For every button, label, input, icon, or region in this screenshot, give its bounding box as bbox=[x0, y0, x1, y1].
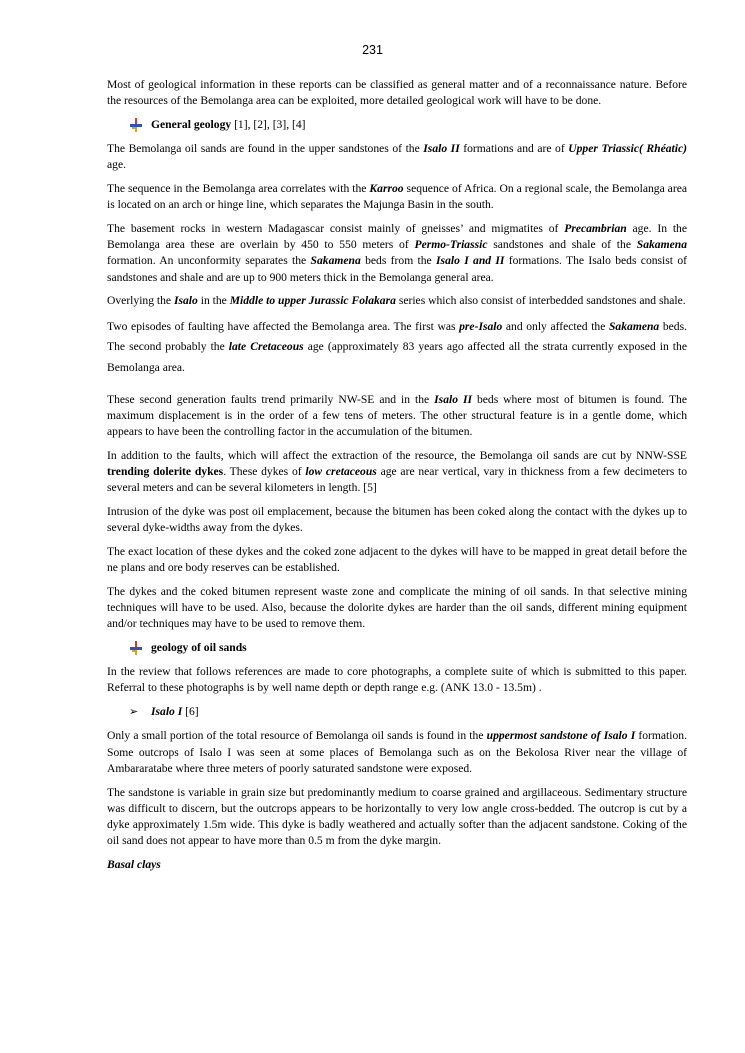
paragraph-basement-rocks bbox=[107, 221, 687, 286]
text: sequence of Africa. On a regional scale, the Bemolanga area is located on an arch or hinge line, which separates the Majunga Basin in the south. bbox=[107, 182, 687, 212]
term-late-cretaceous: late Cretaceous bbox=[228, 340, 304, 354]
term-isalo: Isalo bbox=[173, 294, 198, 308]
paragraph-overlying bbox=[107, 293, 687, 309]
term-precambrian: Precambrian bbox=[564, 221, 627, 235]
paragraph-bemolanga-oil-sands bbox=[107, 141, 687, 173]
heading-refs: [1], [2], [3], [4] bbox=[231, 117, 306, 131]
text: age. In the Bemolanga area these are overlain by 450 to 550 meters of bbox=[107, 221, 687, 252]
text: In addition to the faults, which will affect the extraction of the resource, the Bemolanga oil sands are cut by NNW-SSE bbox=[107, 449, 687, 463]
heading-title: Isalo I bbox=[151, 705, 183, 719]
heading-general-geology bbox=[107, 117, 687, 133]
paragraph-dolerite-dykes bbox=[107, 448, 687, 497]
heading-title: geology of oil sands bbox=[151, 641, 247, 655]
text: age. bbox=[107, 158, 126, 172]
term-isalo-ii: Isalo II bbox=[423, 142, 460, 156]
term-permo-triassic: Permo-Triassic bbox=[414, 238, 488, 252]
paragraph-exact-location: The exact location of these dykes and the coked zone adjacent to the dykes will have to be mapped in great detail before the ne plans and ore body reserves can be established. bbox=[107, 545, 687, 575]
text: and only affected the bbox=[502, 319, 609, 333]
heading-geology-oil-sands bbox=[107, 640, 687, 656]
text: series which also consist of interbedded sandstones and shale. bbox=[395, 294, 686, 308]
paragraph-review-references: In the review that follows references are made to core photographs, a complete suite of which is submitted to this paper. Referral to these photographs is by well name depth or depth range e.g. (ANK 13.0 - 13.5m) . bbox=[107, 665, 687, 695]
text: beds where most of bitumen is found. The maximum displacement is in the order of a few tens of meters. The other structural feature is in a gentle dome, which appears to have been the controlling factor in the accumulation of the bitumen. bbox=[107, 392, 687, 439]
text: sandstones and shale of the bbox=[487, 238, 637, 252]
paragraph-waste-zone: The dykes and the coked bitumen represent waste zone and complicate the mining of oil sands. In that selective mining techniques will have to be used. Also, because the dolorite dykes are harder than the oil sands, different mining equipment and/or techniques may have to be used to remove them. bbox=[107, 584, 687, 631]
text: formation. An unconformity separates the bbox=[107, 254, 311, 268]
text: age are near vertical, vary in thickness from a few decimeters to several meters and can be several kilometers in length. [5] bbox=[107, 465, 688, 495]
bullet-pin-svg bbox=[129, 118, 143, 132]
text: formations. The Isalo beds consist of sandstones and shale and are up to 900 meters thick in the Bemolanga general area. bbox=[107, 254, 687, 284]
text: These second generation faults trend primarily NW-SE and in the bbox=[107, 392, 435, 406]
text: beds. The second probably the bbox=[107, 319, 687, 354]
term-low-cretaceous: low cretaceous bbox=[305, 465, 377, 479]
heading-isalo-i bbox=[107, 704, 687, 720]
page-number: 231 bbox=[362, 43, 383, 57]
paragraph-intro: Most of geological information in these reports can be classified as general matter and of a reconnaissance nature. Before the resources of the Bemolanga area can be exploited, more detailed geological work will have to be done. bbox=[107, 78, 687, 108]
paragraph-sandstone: The sandstone is variable in grain size but predominantly medium to coarse grained and argillaceous. Sedimentary structure was difficult to discern, but the outcrops appears to be horizontally to very low angle cross-bedded. The outcrop is cut by a dyke approximately 1.5m wide. This dyke is badly weathered and actually softer than the adjacent sandstone. Coking of the oil sand does not appear to have more than 0.5 m from the dyke margin. bbox=[107, 785, 687, 848]
bullet-pin-icon bbox=[129, 641, 151, 655]
text: Only a small portion of the total resource of Bemolanga oil sands is found in the bbox=[107, 729, 487, 743]
term-isalo-i-ii: Isalo I and II bbox=[436, 254, 505, 268]
paragraph-faulting bbox=[107, 317, 687, 379]
text: formation. Some outcrops of Isalo I was seen at some places of Bemolanga such as on the Bekolosa River near the village of Ambararatabe where three meters of poorly saturated sandstone were exposed. bbox=[107, 729, 687, 775]
term-sakamena: Sakamena bbox=[636, 238, 687, 252]
heading-refs: [6] bbox=[182, 705, 199, 719]
text: in the bbox=[197, 294, 230, 308]
arrow-bullet-icon: ➢ bbox=[129, 705, 139, 719]
text: Overlying the bbox=[107, 294, 174, 308]
term-sakamena: Sakamena bbox=[608, 319, 660, 333]
text: . These dykes of bbox=[223, 465, 306, 479]
term-isalo-ii: Isalo II bbox=[434, 392, 472, 406]
text: The Bemolanga oil sands are found in the upper sandstones of the bbox=[107, 142, 424, 156]
term-folakara: Middle to upper Jurassic Folakara bbox=[229, 294, 396, 308]
term-pre-isalo: pre-Isalo bbox=[459, 319, 503, 333]
text: age (approximately 83 years ago affected all the strata currently exposed in the Bemolanga area. bbox=[107, 340, 687, 374]
paragraph-intrusion: Intrusion of the dyke was post oil emplacement, because the bitumen has been coked along the contact with the dykes up to several dyke-widths away from the dykes. bbox=[107, 505, 687, 535]
text: beds from the bbox=[360, 254, 437, 268]
text: Two episodes of faulting have affected the Bemolanga area. The first was bbox=[107, 319, 460, 333]
document-body bbox=[107, 77, 687, 881]
term-karroo: Karroo bbox=[369, 182, 404, 196]
text: The basement rocks in western Madagascar consist mainly of gneisses’ and migmatites of bbox=[107, 221, 565, 235]
term-upper-triassic: Upper Triassic( Rhéatic) bbox=[568, 142, 687, 156]
paragraph-second-generation-faults bbox=[107, 392, 687, 441]
term-uppermost-sandstone: uppermost sandstone of Isalo I bbox=[486, 729, 636, 743]
paragraph-isalo-i-portion bbox=[107, 728, 687, 777]
term-sakamena: Sakamena bbox=[310, 254, 361, 268]
term-trending-dolerite-dykes: trending dolerite dykes bbox=[107, 465, 224, 479]
heading-title: General geology bbox=[151, 117, 232, 131]
text: The sequence in the Bemolanga area correlates with the bbox=[107, 182, 370, 196]
text: formations and are of bbox=[459, 142, 569, 156]
bullet-pin-icon bbox=[129, 118, 151, 132]
heading-title: Basal clays bbox=[107, 857, 161, 871]
bullet-pin-svg bbox=[129, 641, 143, 655]
paragraph-sequence bbox=[107, 181, 687, 213]
heading-basal-clays bbox=[107, 857, 687, 873]
